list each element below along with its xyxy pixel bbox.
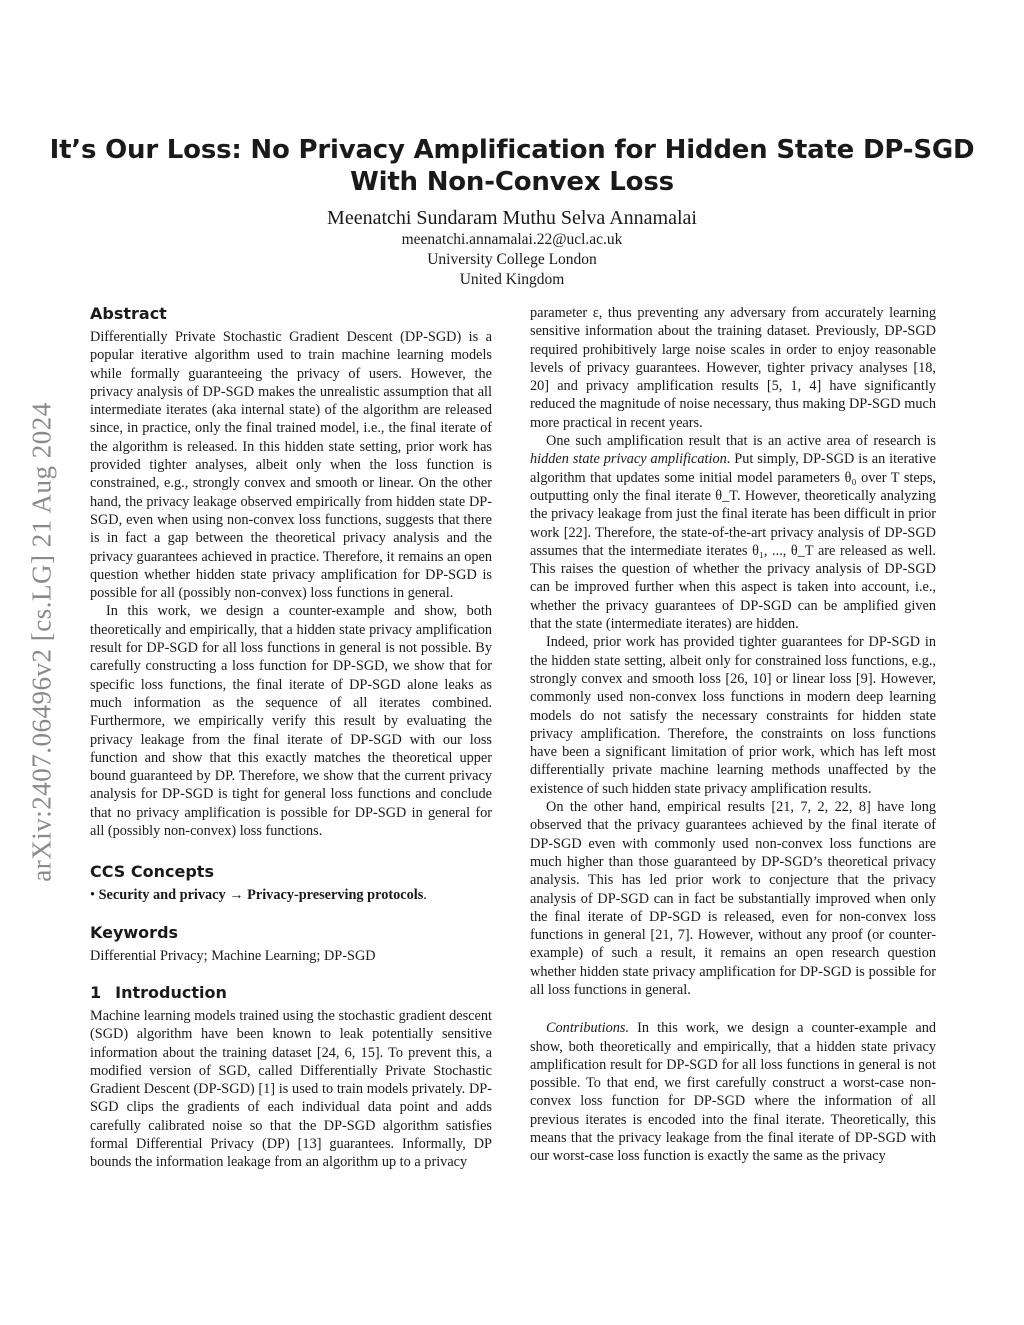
right-column (530, 304, 936, 1166)
section-number: 1 (90, 982, 102, 1002)
intro-paragraph-4: On the other hand, empirical results [21, 7, 2, 22, 8] have long observed that the privacy guarantees achieved by the final iterate of DP-SGD even with commonly used non-convex loss functions are much higher than those guaranteed by DP-SGD’s theoretical privacy analysis. This has led prior work to conjecture that the privacy analysis of DP-SGD can in fact be substantially improved when only the final iterate of DP-SGD is released, even for non-convex loss functions in general [21, 7]. However, without any proof (or counter-example) of such a result, it remains an open research question whether hidden state privacy amplification for DP-SGD is possible for all loss functions in general. (530, 799, 936, 998)
author-country: United Kingdom (459, 271, 565, 288)
author-institution: University College London (427, 251, 597, 268)
abstract-paragraph-1: Differentially Private Stochastic Gradient Descent (DP-SGD) is a popular iterative algorithm used to train machine learning models while formally guaranteeing the privacy of users. However, the privacy analysis of DP-SGD makes the unrealistic assumption that all intermediate iterates (aka internal state) of the algorithm are released since, in practice, only the final trained model, i.e., the final iterate of the algorithm is released. In this hidden state setting, prior work has provided tighter analyses, albeit only when the loss function is constrained, e.g., strongly convex and smooth or linear. On the other hand, the privacy leakage observed empirically from hidden state DP-SGD, even when using non-convex loss functions, suggests that there is in fact a gap between the theoretical privacy analysis and the privacy guarantees achieved in practice. Therefore, it remains an open question whether hidden state privacy amplification for DP-SGD is possible for all (possibly non-convex) loss functions in general. (90, 329, 492, 602)
intro-paragraph-2: One such amplification result that is an active area of research is hidden state privacy amplification. Put simply, DP-SGD is an iterative algorithm that updates some initial model parameters θ₀ over T steps, outputting only the final iterate θ_T. However, theoretically analyzing the privacy leakage from just the final iterate has been difficult in prior work [22]. Therefore, the state-of-the-art privacy analysis of DP-SGD assumes that the intermediate iterates θ₁, ..., θ_T are released as well. This raises the question of whether the privacy analysis of DP-SGD can be improved further when this aspect is taken into account, i.e., whether the privacy guarantees of DP-SGD can be amplified given that the state (intermediate iterates) are hidden. (530, 433, 936, 633)
section-title: Introduction (115, 982, 227, 1002)
arxiv-sidebar-stamp (14, 342, 70, 942)
author-email: meenatchi.annamalai.22@ucl.ac.uk (401, 231, 623, 248)
author-name: Meenatchi Sundaram Muthu Selva Annamalai (327, 207, 697, 229)
ccs-concept-text: Security and privacy → Privacy-preserving protocols (98, 887, 424, 904)
paper-header (0, 134, 1024, 290)
abstract-heading: Abstract (90, 304, 167, 323)
arxiv-identifier: arXiv:2407.06496v2 [cs.LG] 21 Aug 2024 (26, 402, 57, 882)
title-line-2: With Non-Convex Loss (350, 167, 674, 197)
ccs-concept-item: • Security and privacy → Privacy-preserving protocols. (90, 887, 427, 904)
abstract-paragraph-2: In this work, we design a counter-example and show, both theoretically and empirically, that a hidden state privacy amplification result for DP-SGD for all loss functions in general is not possible. By carefully constructing a loss function for DP-SGD, we show that for specific loss functions, the final iterate of DP-SGD alone leaks as much information as the sequence of all iterates combined. Furthermore, we empirically verify this result by evaluating the privacy leakage from the final iterate of DP-SGD with our loss function and show that this exactly matches the theoretical upper bound guaranteed by DP. Therefore, we show that the current privacy analysis for DP-SGD is tight for general loss functions and conclude that no privacy amplification is possible for DP-SGD in general for all (possibly non-convex) loss functions. (90, 603, 492, 840)
paper-title (0, 134, 1024, 198)
left-column (90, 304, 492, 1172)
keywords-text: Differential Privacy; Machine Learning; DP-SGD (90, 947, 376, 964)
contributions-paragraph: Contributions. In this work, we design a counter-example and show, both theoretically and empirically, that a hidden state privacy amplification result for DP-SGD for all loss functions in general is not possible. To that end, we first carefully construct a worst-case non-convex loss function for DP-SGD where the information of all previous iterates is encoded into the final iterate. Theoretically, this means that the privacy leakage from the final iterate of DP-SGD with our worst-case loss function is exactly the same as the privacy (530, 1020, 936, 1165)
keywords-heading: Keywords (90, 922, 179, 942)
intro-paragraph-1: Machine learning models trained using the stochastic gradient descent (SGD) algorithm have been known to leak potentially sensitive information about the training dataset [24, 6, 15]. To prevent this, a modified version of SGD, called Differentially Private Stochastic Gradient Descent (DP-SGD) [1] is used to train models privately. DP-SGD clips the gradients of each individual data point and adds carefully calibrated noise so that the DP-SGD algorithm satisfies formal Differential Privacy (DP) [13] guarantees. Informally, DP bounds the information leakage from an algorithm up to a privacy (90, 1007, 492, 1171)
hidden-state-term: hidden state privacy amplification (530, 451, 727, 468)
introduction-heading (90, 983, 492, 1003)
ccs-heading: CCS Concepts (90, 862, 214, 882)
contributions-label: Contributions. (546, 1020, 630, 1037)
title-line-1: It’s Our Loss: No Privacy Amplification for Hidden State DP-SGD (49, 135, 975, 165)
intro-paragraph-3: Indeed, prior work has provided tighter guarantees for DP-SGD in the hidden state setting, albeit only for constrained loss functions, e.g., strongly convex and smooth loss [26, 10] or linear loss [9]. However, commonly used non-convex loss functions in modern deep learning models do not satisfy the necessary constraints for hidden state privacy amplification. Therefore, the constraints on loss functions have been a significant limitation of prior work, which has left most differentially private machine learning methods unaffected by the existence of such hidden state privacy amplification results. (530, 634, 936, 797)
intro-paragraph-1-continued: parameter ε, thus preventing any adversary from accurately learning sensitive information about the training dataset. Previously, DP-SGD required prohibitively large noise scales in order to enjoy reasonable levels of privacy guarantees. However, tighter privacy analyses [18, 20] and privacy amplification results [5, 1, 4] have significantly reduced the magnitude of noise necessary, thus making DP-SGD much more practical in recent years. (530, 305, 936, 431)
ccs-bullet: • (90, 887, 96, 904)
